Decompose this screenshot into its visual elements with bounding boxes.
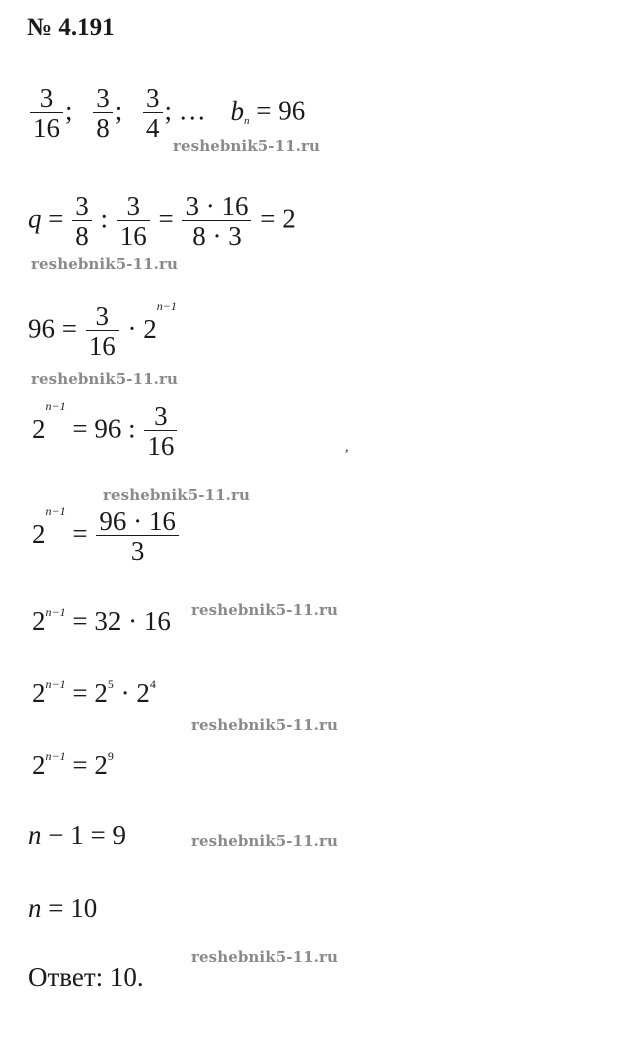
watermark: reshebnik5-11.ru [31,370,178,388]
exponent-equation [28,822,126,849]
rhs: = 32 · 16 [72,606,171,636]
watermark: reshebnik5-11.ru [173,137,320,155]
fraction-3-4: $\frac{3}{4}$ [143,84,163,143]
ratio-result: = 2 [260,203,296,234]
power: $2^4$ [136,677,156,708]
sequence-line [28,84,305,143]
bn-value: = 96 [256,95,306,126]
fraction-96x16-3: $\frac{96 \cdot 16}{3}$ [96,507,179,566]
fraction-3-16: $\frac{3}{16}$ [144,402,177,461]
separator: ; [114,95,123,126]
multiply: · [120,678,130,708]
power: $2^{n-1}$ [143,299,177,344]
power: $2^5$ [94,677,114,708]
divide: : [100,203,108,234]
ellipsis: ; … [164,95,206,126]
watermark: reshebnik5-11.ru [31,255,178,273]
watermark: reshebnik5-11.ru [191,716,338,734]
rhs: = 96 : [72,413,136,444]
power: $2^{n-1}$ [32,605,66,636]
fraction-3-8: $\frac{3}{8}$ [93,84,113,143]
power-equation-2 [32,504,181,567]
equals: = [158,203,174,234]
watermark: reshebnik5-11.ru [191,948,338,966]
n-symbol: n [28,893,42,923]
n-symbol: n [28,820,42,850]
fraction-3-16: $\frac{3}{16}$ [30,84,63,143]
lhs: 96 = [28,313,77,344]
power-equation-1 [32,399,179,462]
power: $2^{n-1}$ [32,504,66,549]
separator: ; [65,95,73,126]
answer: Ответ: 10. [28,962,144,992]
fraction-product: $\frac{3 \cdot 16}{8 \cdot 3}$ [182,192,251,251]
watermark: reshebnik5-11.ru [191,601,338,619]
power-equation-4 [32,677,156,708]
rhs: − 1 = 9 [48,820,126,850]
power: $2^{n-1}$ [32,399,66,444]
q-symbol: q [28,203,42,234]
bn-symbol: $b_n$ [230,95,250,127]
power: $2^{n-1}$ [32,677,66,708]
equals: = [72,678,88,708]
equals: = [72,750,88,780]
fraction-3-16: $\frac{3}{16}$ [117,192,150,251]
multiply: · [127,313,137,344]
fraction-3-16: $\frac{3}{16}$ [86,302,119,361]
power-equation-3 [32,605,171,636]
power: $2^9$ [94,749,114,780]
rhs: = 10 [48,893,98,923]
problem-number: № 4.191 [27,14,115,41]
power-equation-5 [32,749,114,780]
equals: = [72,518,88,549]
equals: = [48,203,64,234]
fraction-3-8: $\frac{3}{8}$ [72,192,92,251]
watermark: reshebnik5-11.ru [191,832,338,850]
watermark: reshebnik5-11.ru [103,486,250,504]
solution-line [28,895,97,922]
stray-mark: , [345,440,349,455]
nth-term-equation [28,299,177,362]
power: $2^{n-1}$ [32,749,66,780]
ratio-line [28,192,296,251]
